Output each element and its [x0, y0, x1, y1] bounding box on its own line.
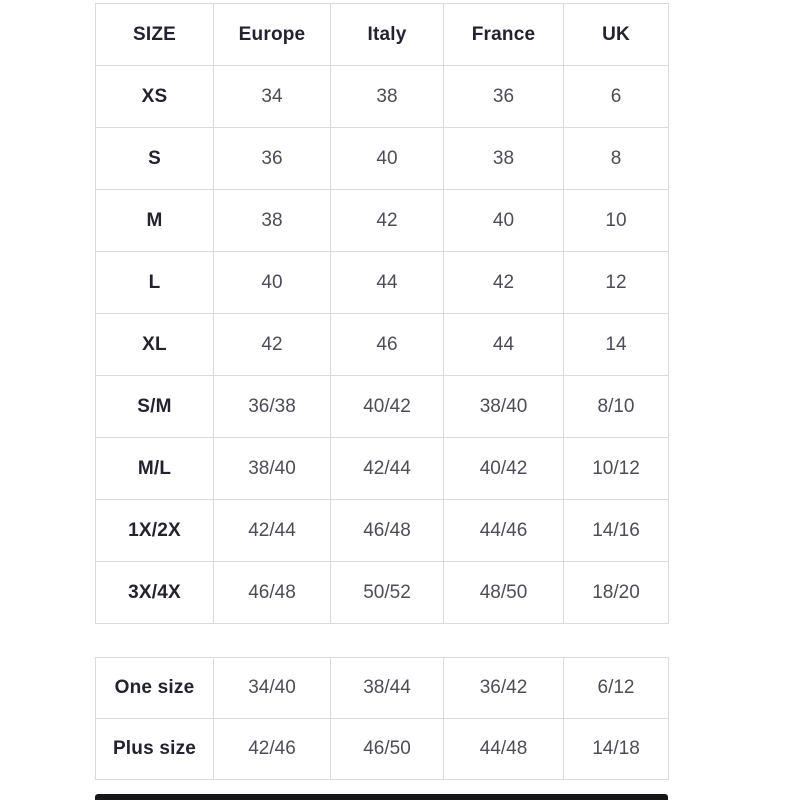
size-value-cell: 12 — [564, 252, 669, 314]
table-row — [96, 376, 669, 438]
size-value-cell: 46 — [331, 314, 444, 376]
size-value-cell: 38/40 — [214, 438, 331, 500]
table-row — [96, 438, 669, 500]
size-table-header — [96, 4, 669, 66]
header-row — [96, 4, 669, 66]
region-column-header: Europe — [214, 4, 331, 66]
size-label-cell: 1X/2X — [96, 500, 214, 562]
size-value-cell: 38 — [214, 190, 331, 252]
size-value-cell: 40/42 — [331, 376, 444, 438]
table-row — [96, 719, 669, 780]
table-row — [96, 190, 669, 252]
size-column-header: SIZE — [96, 4, 214, 66]
size-value-cell: 14 — [564, 314, 669, 376]
size-label-cell: Plus size — [96, 719, 214, 780]
size-value-cell: 42/44 — [331, 438, 444, 500]
size-table-body — [96, 66, 669, 624]
table-row — [96, 658, 669, 719]
size-value-cell: 14/16 — [564, 500, 669, 562]
size-chart-container — [95, 3, 670, 780]
size-value-cell: 10/12 — [564, 438, 669, 500]
region-column-header: Italy — [331, 4, 444, 66]
size-value-cell: 36 — [214, 128, 331, 190]
cropped-bottom-bar — [95, 794, 668, 800]
size-value-cell: 44/46 — [444, 500, 564, 562]
table-row — [96, 500, 669, 562]
size-value-cell: 40/42 — [444, 438, 564, 500]
size-value-cell: 40 — [444, 190, 564, 252]
table-row — [96, 314, 669, 376]
special-sizes-table-body — [96, 658, 669, 780]
size-value-cell: 38/40 — [444, 376, 564, 438]
special-sizes-table — [95, 657, 669, 780]
size-value-cell: 6 — [564, 66, 669, 128]
size-value-cell: 42 — [331, 190, 444, 252]
size-value-cell: 14/18 — [564, 719, 669, 780]
size-value-cell: 10 — [564, 190, 669, 252]
size-value-cell: 34/40 — [214, 658, 331, 719]
size-label-cell: L — [96, 252, 214, 314]
size-value-cell: 42 — [444, 252, 564, 314]
size-value-cell: 8 — [564, 128, 669, 190]
size-label-cell: One size — [96, 658, 214, 719]
size-value-cell: 36/42 — [444, 658, 564, 719]
size-value-cell: 42 — [214, 314, 331, 376]
table-row — [96, 128, 669, 190]
size-label-cell: M/L — [96, 438, 214, 500]
size-value-cell: 6/12 — [564, 658, 669, 719]
size-value-cell: 48/50 — [444, 562, 564, 624]
size-label-cell: 3X/4X — [96, 562, 214, 624]
size-label-cell: S/M — [96, 376, 214, 438]
size-value-cell: 44/48 — [444, 719, 564, 780]
size-value-cell: 46/50 — [331, 719, 444, 780]
size-value-cell: 34 — [214, 66, 331, 128]
size-value-cell: 40 — [214, 252, 331, 314]
size-value-cell: 42/44 — [214, 500, 331, 562]
size-value-cell: 40 — [331, 128, 444, 190]
size-value-cell: 42/46 — [214, 719, 331, 780]
size-value-cell: 8/10 — [564, 376, 669, 438]
region-column-header: UK — [564, 4, 669, 66]
size-value-cell: 46/48 — [214, 562, 331, 624]
size-value-cell: 36/38 — [214, 376, 331, 438]
size-value-cell: 46/48 — [331, 500, 444, 562]
region-column-header: France — [444, 4, 564, 66]
size-value-cell: 18/20 — [564, 562, 669, 624]
size-value-cell: 36 — [444, 66, 564, 128]
size-label-cell: M — [96, 190, 214, 252]
size-value-cell: 44 — [331, 252, 444, 314]
size-value-cell: 50/52 — [331, 562, 444, 624]
size-label-cell: XS — [96, 66, 214, 128]
size-value-cell: 38/44 — [331, 658, 444, 719]
size-label-cell: S — [96, 128, 214, 190]
table-row — [96, 66, 669, 128]
size-value-cell: 44 — [444, 314, 564, 376]
size-value-cell: 38 — [444, 128, 564, 190]
table-row — [96, 252, 669, 314]
size-label-cell: XL — [96, 314, 214, 376]
table-row — [96, 562, 669, 624]
size-value-cell: 38 — [331, 66, 444, 128]
size-conversion-table — [95, 3, 669, 624]
